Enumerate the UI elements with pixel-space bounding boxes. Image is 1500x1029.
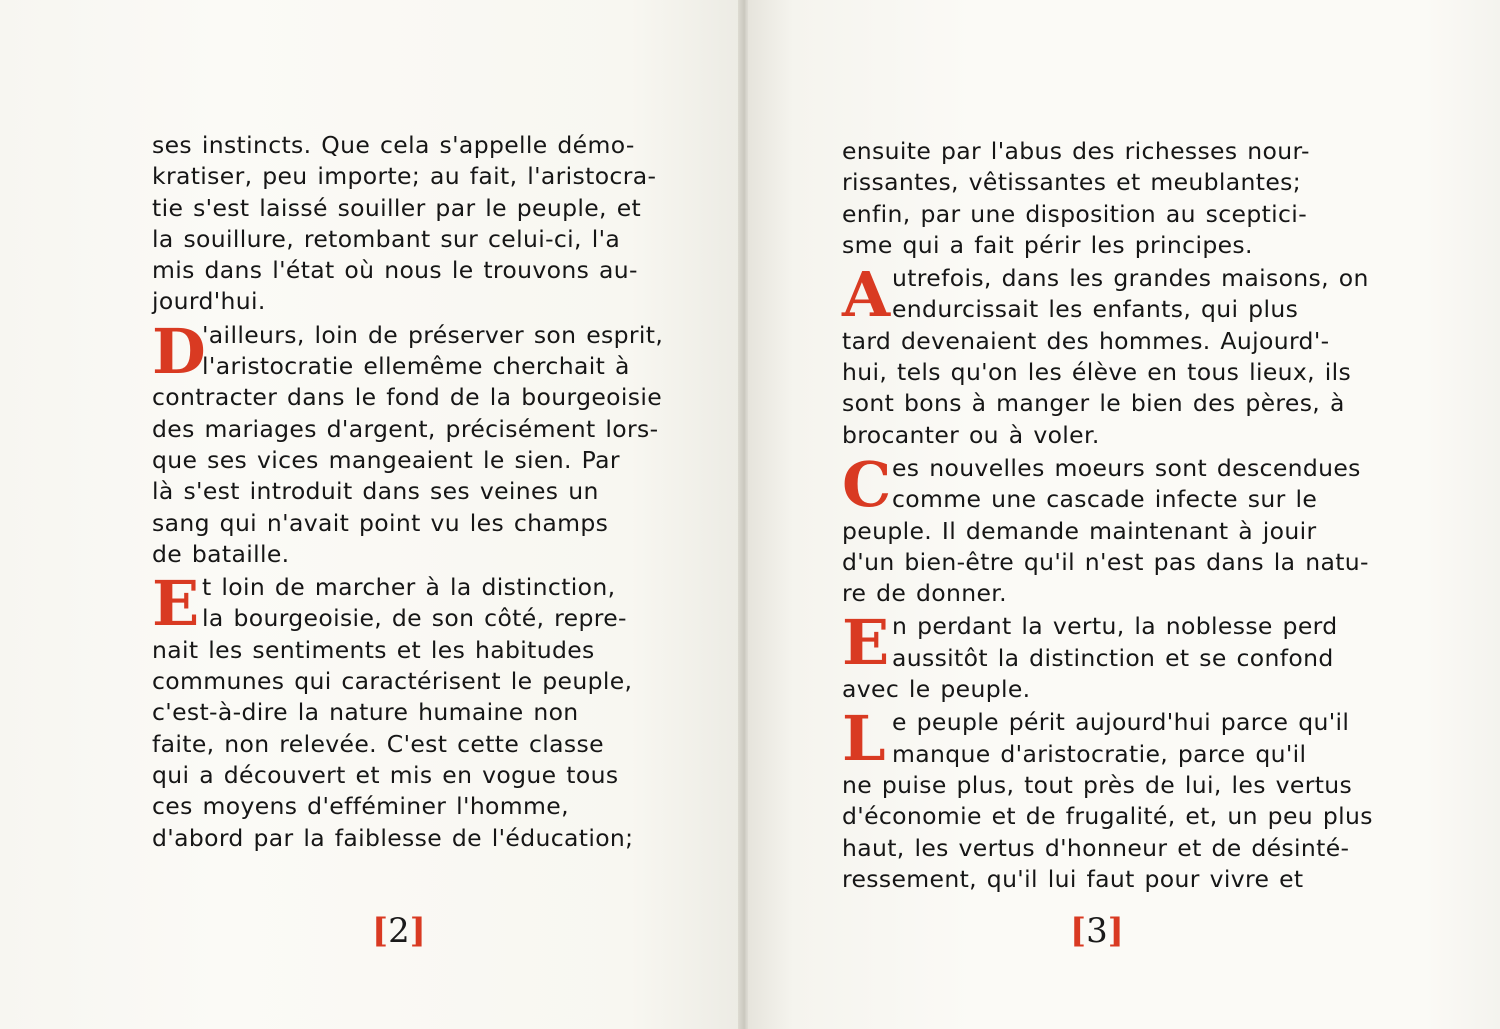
text-line: contracter dans le fond de la bourgeoisie: [152, 383, 663, 412]
text-line: d'économie et de frugalité, et, un peu plus: [842, 802, 1373, 831]
right-page: [748, 0, 1500, 1029]
text-line: des mariages d'argent, précisément lors-: [152, 414, 659, 443]
right-text-block: [842, 136, 1373, 897]
drop-cap: E: [152, 567, 200, 641]
page-number-value: 2: [388, 911, 410, 951]
text-line: de bataille.: [152, 539, 290, 568]
left-text-block: [152, 130, 677, 856]
paragraph: [842, 136, 1354, 261]
text-line: enfin, par une disposition au sceptici-: [842, 199, 1308, 228]
text-line: communes qui caractérisent le peuple,: [152, 667, 633, 696]
page-number-value: 3: [1086, 911, 1108, 951]
paragraph: [152, 314, 677, 570]
text-line: sont bons à manger le bien des pères, à: [842, 389, 1345, 418]
text-line: faite, non relevée. C'est cette classe: [152, 729, 604, 758]
drop-cap: D: [152, 314, 207, 388]
open-bracket: [: [372, 911, 389, 951]
text-line: mis dans l'état où nous le trouvons au-: [152, 256, 638, 285]
paragraph: [152, 567, 677, 854]
text-line: ressement, qu'il lui faut pour vivre et: [842, 864, 1304, 893]
page-number: [372, 906, 426, 956]
text-line: peuple. Il demande maintenant à jouir: [842, 516, 1317, 545]
text-line: aussitôt la distinction et se confond: [892, 643, 1334, 672]
text-line: ses instincts. Que cela s'appelle démo-: [152, 131, 635, 159]
left-page: [0, 0, 742, 1029]
drop-cap: E: [842, 606, 890, 680]
text-line: tard devenaient des hommes. Aujourd'-: [842, 326, 1330, 355]
text-line: 'ailleurs, loin de préserver son esprit,: [202, 320, 664, 349]
paragraph: [842, 258, 1369, 451]
close-bracket: ]: [1107, 911, 1124, 951]
text-line: haut, les vertus d'honneur et de désinté-: [842, 833, 1350, 862]
paragraph: [842, 702, 1373, 895]
text-line: kratiser, peu importe; au fait, l'aristocra-: [152, 162, 657, 191]
text-line: tie s'est laissé souiller par le peuple, et: [152, 193, 642, 222]
paragraph: [842, 606, 1354, 705]
text-line: utrefois, dans les grandes maisons, on: [892, 264, 1369, 293]
page-number: [1070, 906, 1124, 956]
text-line: l'aristocratie ellemême cherchait à: [202, 352, 630, 381]
text-line: brocanter ou à voler.: [842, 420, 1100, 449]
paragraph: [842, 447, 1369, 609]
text-line: nait les sentiments et les habitudes: [152, 635, 595, 664]
text-line: qui a découvert et mis en vogue tous: [152, 760, 619, 789]
text-line: ces moyens d'efféminer l'homme,: [152, 792, 569, 821]
text-line: d'abord par la faiblesse de l'éducation;: [152, 823, 634, 852]
text-line: la bourgeoisie, de son côté, repre-: [202, 604, 627, 633]
text-line: ne puise plus, tout près de lui, les vertus: [842, 770, 1353, 799]
text-line: là s'est introduit dans ses veines un: [152, 477, 599, 506]
paragraph: [152, 130, 677, 318]
drop-cap: A: [842, 258, 891, 332]
text-line: es nouvelles moeurs sont descendues: [892, 453, 1361, 482]
open-bracket: [: [1070, 911, 1087, 951]
text-line: avec le peuple.: [842, 675, 1031, 704]
text-line: n perdant la vertu, la noblesse perd: [892, 612, 1338, 641]
drop-cap: C: [842, 447, 892, 521]
text-line: t loin de marcher à la distinction,: [202, 573, 616, 602]
text-line: comme une cascade infecte sur le: [892, 485, 1318, 514]
text-line: hui, tels qu'on les élève en tous lieux, ils: [842, 358, 1352, 387]
text-line: manque d'aristocratie, parce qu'il: [892, 739, 1307, 768]
text-line: la souillure, retombant sur celui-ci, l'a: [152, 224, 621, 253]
text-line: c'est-à-dire la nature humaine non: [152, 698, 579, 727]
text-line: re de donner.: [842, 579, 1007, 608]
text-line: que ses vices mangeaient le sien. Par: [152, 445, 620, 474]
close-bracket: ]: [409, 911, 426, 951]
text-line: e peuple périt aujourd'hui parce qu'il: [892, 708, 1350, 737]
text-line: d'un bien-être qu'il n'est pas dans la natu-: [842, 547, 1369, 576]
text-line: ensuite par l'abus des richesses nour-: [842, 137, 1310, 165]
drop-cap: L: [842, 702, 886, 776]
text-line: sang qui n'avait point vu les champs: [152, 508, 609, 537]
text-line: sme qui a fait périr les principes.: [842, 230, 1253, 259]
text-line: rissantes, vêtissantes et meublantes;: [842, 168, 1302, 197]
text-line: endurcissait les enfants, qui plus: [892, 295, 1299, 324]
text-line: jourd'hui.: [152, 287, 266, 316]
